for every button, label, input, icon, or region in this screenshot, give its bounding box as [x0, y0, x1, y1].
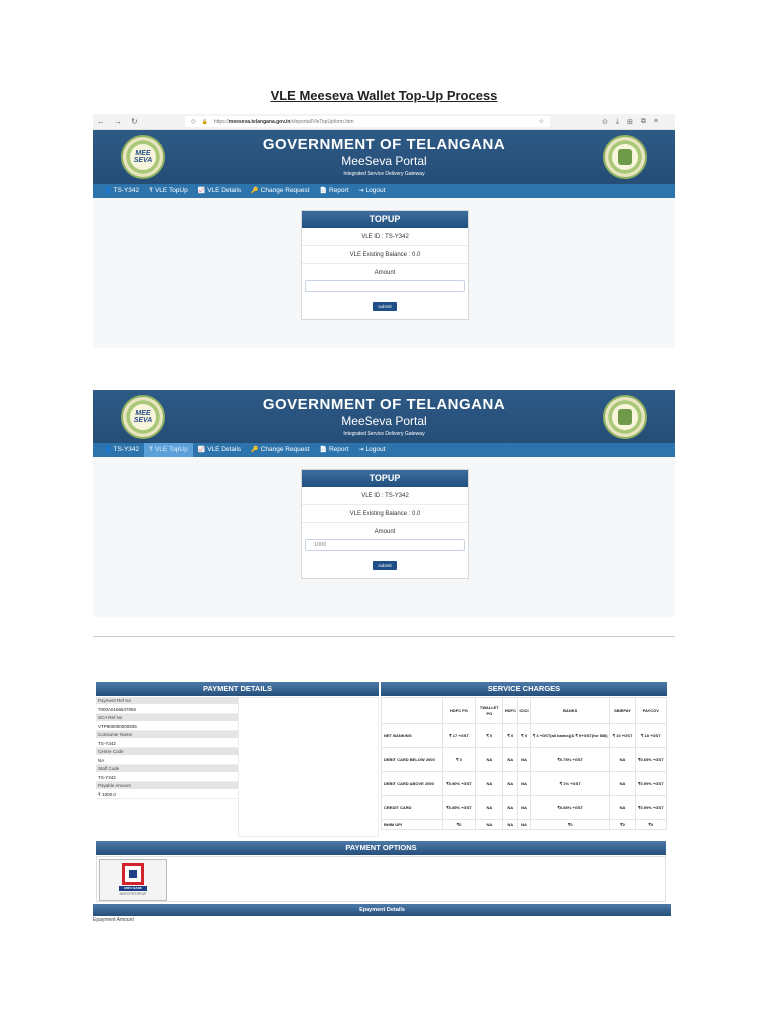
amount-label: Amount	[374, 270, 396, 276]
payable-amount-label: Payable Amount	[96, 782, 238, 790]
forward-arrow-icon[interactable]: →	[114, 117, 122, 126]
table-cell: NA	[610, 796, 635, 820]
hdfc-bank-strip: HDFC BANK	[119, 886, 147, 891]
column-header: ICICI	[518, 698, 531, 724]
nav-user[interactable]: 👤 TS-Y342	[104, 187, 140, 194]
column-header: PAYCOV	[635, 698, 666, 724]
table-row	[382, 796, 667, 820]
sca-ref-value: VTP800000000935	[96, 722, 238, 731]
column-header: SBIEPAY	[610, 698, 635, 724]
table-cell: ₹ 0	[476, 724, 503, 748]
table-cell: NA	[476, 748, 503, 772]
user-icon: 👤	[104, 188, 112, 194]
table-cell: BHIM UPI	[382, 820, 443, 830]
payment-details-table	[96, 697, 238, 799]
centre-code-value: NA	[96, 756, 238, 765]
table-cell: NA	[518, 820, 531, 830]
payable-amount-value: ₹ 1000.0	[96, 790, 238, 799]
table-cell: NA	[476, 820, 503, 830]
table-cell: DEBIT CARD BELOW 2000	[382, 748, 443, 772]
user-icon: 👤	[104, 447, 112, 453]
vle-id-text: VLE ID : TS-Y342	[302, 228, 468, 246]
payment-ref-label: Payment Ref No	[96, 697, 238, 705]
browser-toolbar	[93, 114, 675, 130]
key-icon: 🔑	[251, 447, 259, 453]
staff-code-label: Staff Code	[96, 765, 238, 773]
table-cell: ₹ 4 +GST(all banks)(& ₹ 9+GST(for SBI)	[530, 724, 610, 748]
download-icon[interactable]: ⤓	[615, 117, 619, 125]
table-cell: ₹0.85% +GST	[530, 796, 610, 820]
reload-icon[interactable]: ↻	[131, 117, 138, 126]
table-cell: ₹ 18 +GST	[635, 724, 666, 748]
table-row	[382, 748, 667, 772]
consumer-name-label: Consumer Name	[96, 731, 238, 739]
table-row	[382, 772, 667, 796]
table-cell: NA	[503, 772, 518, 796]
table-cell: NA	[610, 772, 635, 796]
table-cell: NA	[518, 796, 531, 820]
portal-name: MeeSeva Portal	[341, 154, 427, 168]
extensions-icon[interactable]: ⊞	[626, 118, 633, 126]
centre-code-label: Centre Code	[96, 748, 238, 756]
chart-icon: 📈	[197, 447, 206, 453]
pocket-icon[interactable]: ⊙	[602, 118, 608, 126]
topup-form-filled	[301, 469, 469, 579]
divider	[93, 636, 675, 637]
table-cell: ₹0.85% +GST	[442, 796, 476, 820]
table-cell: ₹0.65% +GST	[635, 748, 666, 772]
column-header: TWALLET PG	[476, 698, 503, 724]
table-cell: NA	[503, 796, 518, 820]
nav-logout[interactable]: ⇥ Logout	[358, 187, 386, 194]
table-cell: NA	[610, 748, 635, 772]
table-cell: ₹ 0	[503, 724, 518, 748]
bookmark-star-icon[interactable]: ☆	[538, 119, 544, 125]
meeseva-logo-text: MEE SEVA	[133, 150, 153, 164]
table-cell: ₹ 0	[518, 724, 531, 748]
nav-vle-topup[interactable]: ₹ VLE TopUp	[149, 187, 188, 194]
table-cell: NA	[518, 748, 531, 772]
service-charges-table	[381, 697, 667, 830]
logout-icon: ⇥	[358, 188, 364, 194]
url-text: https://meeseva.telangana.gov.in/vleportal/VleTopUpform.htm	[213, 118, 354, 125]
table-cell: CREDIT CARD	[382, 796, 443, 820]
column-header	[382, 698, 443, 724]
table-cell: ₹0.75% +GST	[530, 748, 610, 772]
table-header-row	[382, 698, 667, 724]
rupee-icon: ₹	[149, 188, 153, 194]
logout-icon: ⇥	[358, 447, 364, 453]
document-icon: 📄	[319, 188, 327, 194]
hdfc-option-label: HDFCPGTOPUP	[119, 892, 147, 896]
telangana-emblem	[603, 135, 647, 179]
column-header: HDFC	[503, 698, 518, 724]
menu-icon[interactable]: ≡	[653, 117, 658, 125]
table-cell: NA	[518, 772, 531, 796]
submit-button[interactable]: submit	[373, 302, 396, 311]
payment-details-header: PAYMENT DETAILS	[96, 682, 379, 696]
table-cell: ₹0	[610, 820, 635, 830]
vle-id-text: VLE ID : TS-Y342	[302, 487, 468, 505]
address-bar[interactable]	[185, 116, 550, 127]
gov-title: GOVERNMENT OF TELANGANA	[262, 396, 506, 413]
table-cell: ₹ 17 +GST	[442, 724, 476, 748]
table-cell: NA	[476, 772, 503, 796]
topup-form	[301, 210, 469, 320]
table-cell: ₹0	[442, 820, 476, 830]
consumer-name-value: TS-Y342	[96, 739, 238, 748]
payment-details-blank	[238, 697, 379, 837]
staff-code-value: TS-Y342	[96, 773, 238, 782]
balance-text: VLE Existing Balance : 0.0	[302, 505, 468, 523]
portal-nav-2	[93, 443, 675, 457]
column-header: BANKS	[530, 698, 610, 724]
submit-button[interactable]: submit	[373, 561, 396, 570]
hdfc-payment-option[interactable]	[99, 859, 167, 901]
table-cell: NET BANKING	[382, 724, 443, 748]
epayment-amount-label: Epayment Amount	[93, 917, 134, 922]
rupee-icon: ₹	[149, 447, 153, 453]
gov-title: GOVERNMENT OF TELANGANA	[262, 136, 506, 153]
table-cell: ₹0	[530, 820, 610, 830]
portal-tagline: Integrated Service Delivery Gateway	[343, 431, 425, 437]
table-row	[382, 724, 667, 748]
table-cell: ₹0.90% +GST	[442, 772, 476, 796]
lock-icon: 🔒	[201, 118, 208, 125]
telangana-emblem	[603, 395, 647, 439]
browser-nav-buttons	[93, 117, 185, 126]
service-charges-header: SERVICE CHARGES	[381, 682, 667, 696]
nav-user[interactable]: 👤 TS-Y342	[104, 446, 140, 453]
document-icon: 📄	[319, 447, 327, 453]
nav-report[interactable]: 📄 Report	[319, 446, 349, 453]
document-title: VLE Meeseva Wallet Top-Up Process	[270, 88, 498, 103]
table-cell: ₹0.99% +GST	[635, 796, 666, 820]
sca-ref-label: SCA Ref No	[96, 714, 238, 722]
payment-ref-value: 7000A0166547092	[96, 705, 238, 714]
table-cell: ₹ 10 +GST	[610, 724, 635, 748]
table-cell: DEBIT CARD ABOVE 2000	[382, 772, 443, 796]
chart-icon: 📈	[197, 188, 206, 194]
portal-header	[93, 130, 675, 184]
portal-tagline: Integrated Service Delivery Gateway	[343, 171, 425, 177]
portal-nav	[93, 184, 675, 198]
table-cell: NA	[503, 748, 518, 772]
browser-tools	[602, 118, 658, 126]
nav-vle-details[interactable]: 📈 VLE Details	[197, 187, 242, 194]
amount-label: Amount	[374, 529, 396, 535]
table-cell: ₹ 1% +GST	[530, 772, 610, 796]
amount-input[interactable]	[305, 280, 465, 292]
nav-vle-topup[interactable]: ₹ VLE TopUp	[144, 443, 193, 457]
table-cell: ₹0	[635, 820, 666, 830]
epayment-details-header: Epayment Details	[93, 904, 671, 916]
nav-change-request[interactable]: 🔑 Change Request	[251, 446, 310, 453]
portal-header-2	[93, 390, 675, 444]
tabs-icon[interactable]: ⧉	[640, 117, 646, 125]
back-arrow-icon[interactable]: ←	[97, 117, 105, 126]
table-cell: NA	[503, 820, 518, 830]
column-header: HDFC PG	[442, 698, 476, 724]
nav-report[interactable]: 📄 Report	[319, 187, 349, 194]
hdfc-logo-icon	[122, 863, 144, 885]
nav-logout[interactable]: ⇥ Logout	[358, 446, 386, 453]
portal-name: MeeSeva Portal	[341, 414, 427, 428]
nav-change-request[interactable]: 🔑 Change Request	[251, 187, 310, 194]
table-row	[382, 820, 667, 830]
amount-input[interactable]: 1000	[305, 539, 465, 551]
table-cell: ₹ 0	[442, 748, 476, 772]
nav-vle-details[interactable]: 📈 VLE Details	[197, 446, 242, 453]
payment-options-box	[96, 856, 666, 902]
table-cell: ₹0.99% +GST	[635, 772, 666, 796]
meeseva-logo-text: MEE SEVA	[133, 410, 153, 424]
balance-text: VLE Existing Balance : 0.0	[302, 246, 468, 264]
key-icon: 🔑	[251, 188, 259, 194]
topup-header: TOPUP	[302, 211, 468, 228]
topup-header: TOPUP	[302, 470, 468, 487]
payment-options-header: PAYMENT OPTIONS	[96, 841, 666, 855]
table-cell: NA	[476, 796, 503, 820]
shield-icon: ◇	[191, 119, 196, 125]
